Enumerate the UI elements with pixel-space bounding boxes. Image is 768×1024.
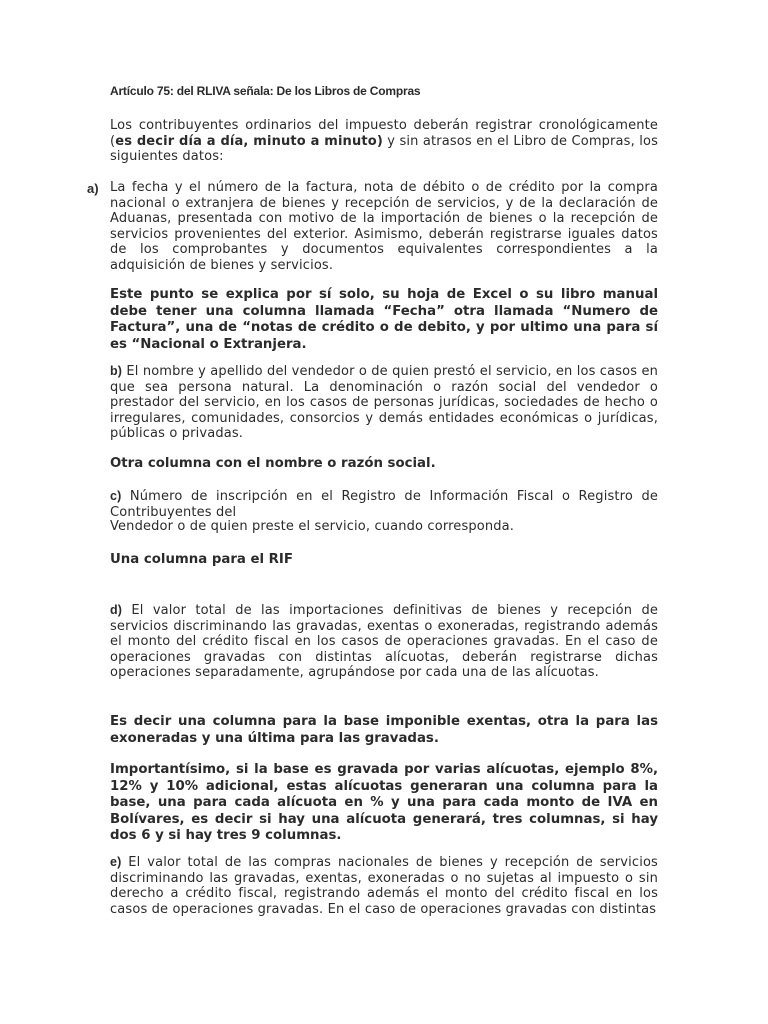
item-e-label: e) xyxy=(110,855,122,869)
item-c-paragraph xyxy=(110,489,658,520)
intro-paragraph xyxy=(110,118,658,165)
item-a-text: La fecha y el número de la factura, nota de débito o de crédito por la compra nacional o extranjera de bienes y recepción de servicios, y de la declaración de Aduanas, presentada con motivo de la importación de bienes o la recepción de servicios provenientes del exterior. Asimismo, deberán registrarse iguales datos de los comprobantes y documentos equivalentes correspondientes a la adquisición de bienes y servicios. xyxy=(110,180,658,273)
item-e-paragraph xyxy=(110,855,658,917)
comment-b: Otra columna con el nombre o razón social. xyxy=(110,456,436,471)
item-b-text: El nombre y apellido del vendedor o de quien prestó el servicio, en los casos en que sea persona natural. La denominación o razón social del vendedor o prestador del servicio, en los casos de personas jurídicas, sociedades de hecho o irregulares, comunidades, consorcios y demás entidades económicas o jurídicas, públicas o privadas. xyxy=(110,364,658,441)
article-title: Artículo 75: del RLIVA señala: De los Libros de Compras xyxy=(110,84,421,98)
item-c-text-2: Vendedor o de quien preste el servicio, cuando corresponda. xyxy=(110,519,515,534)
intro-emphasis: es decir día a día, minuto a minuto) xyxy=(115,133,383,149)
item-d-paragraph xyxy=(110,603,658,681)
item-d-label: d) xyxy=(110,603,123,617)
item-c-label: c) xyxy=(110,489,122,503)
comment-d-alicuotas: Importantísimo, si la base es gravada por varias alícuotas, ejemplo 8%, 12% y 10% adicional, estas alícuotas generaran una columna para la base, una para cada alícuota en % y una para cada monto de IVA en Bolívares, es decir si hay una alícuota generará, tres columnas, si hay dos 6 y si hay tres 9 columnas. xyxy=(110,762,658,844)
item-d-text: El valor total de las importaciones definitivas de bienes y recepción de servicios discriminando las gravadas, exentas o exoneradas, registrando además el monto del crédito fiscal en los casos de operaciones gravadas. En el caso de operaciones gravadas con distintas alícuotas, deberán registrarse dichas operaciones separadamente, agrupándose por cada una de las alícuotas. xyxy=(110,603,658,680)
item-b-paragraph xyxy=(110,364,658,442)
comment-c: Una columna para el RIF xyxy=(110,552,293,567)
intro-text-1: Los contribuyentes ordinarios del impuesto deberán registrar cronológicamente ( xyxy=(110,118,658,149)
item-e-text: El valor total de las compras nacionales de bienes y recepción de servicios discriminando las gravadas, exentas, exoneradas o no sujetas al impuesto o sin derecho a crédito fiscal, registrando además el monto del crédito fiscal en los casos de operaciones gravadas. En el caso de operaciones gravadas con distintas xyxy=(110,855,658,917)
comment-d-columns: Es decir una columna para la base imponible exentas, otra la para las exoneradas y una última para las gravadas. xyxy=(110,714,658,746)
item-b-label: b) xyxy=(110,364,123,378)
item-c-text-1: Número de inscripción en el Registro de Información Fiscal o Registro de Contribuyentes del xyxy=(110,489,658,520)
item-a-label: a) xyxy=(87,181,99,196)
comment-a: Este punto se explica por sí solo, su hoja de Excel o su libro manual debe tener una columna llamada “Fecha” otra llamada “Numero de Factura”, una de “notas de crédito o de debito, y por ultimo una para sí es “Nacional o Extranjera. xyxy=(110,287,658,352)
intro-text-2: y sin atrasos en el Libro de Compras, los siguientes datos: xyxy=(110,133,659,164)
